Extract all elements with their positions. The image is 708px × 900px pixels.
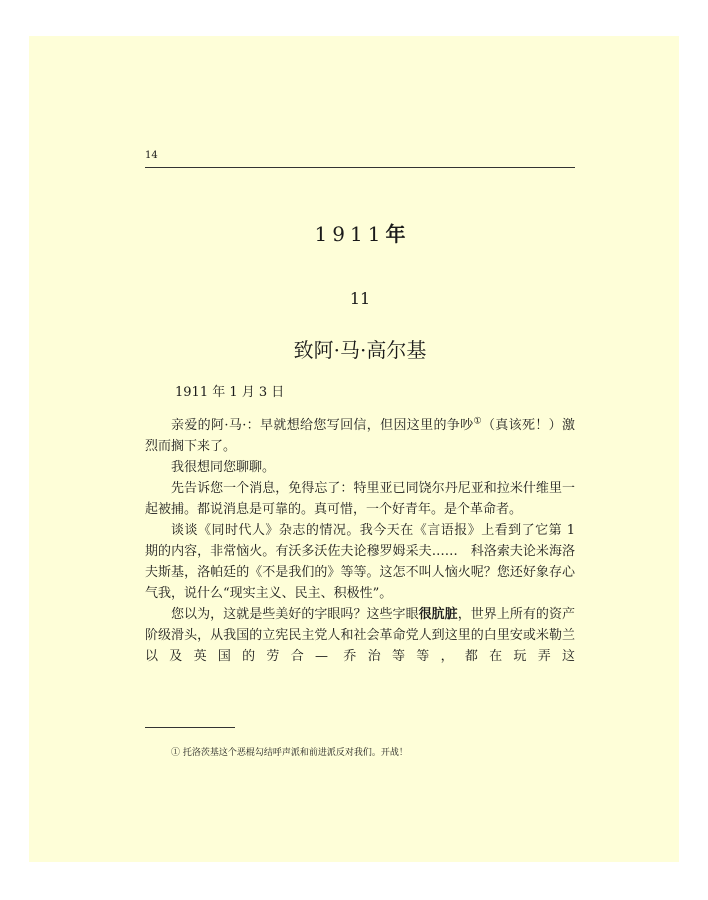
letter-body bbox=[145, 415, 575, 667]
book-page bbox=[29, 36, 679, 862]
page-number: 14 bbox=[145, 150, 158, 161]
footnote-rule bbox=[145, 727, 235, 728]
paragraph-greeting bbox=[145, 415, 575, 457]
paragraph-5-text: 您以为，这就是些美好的字眼吗？这些字眼 bbox=[171, 607, 419, 622]
letter-date: 1911 年 1 月 3 日 bbox=[175, 385, 285, 400]
paragraph-2: 我很想同您聊聊。 bbox=[171, 460, 276, 475]
paragraph-3: 先告诉您一个消息，免得忘了：特里亚已同饶尔丹尼亚和拉米什维里一起被捕。都说消息是可靠的。真可惜，一个好青年。是个革命者。 bbox=[145, 481, 575, 517]
footnote: ① 托洛茨基这个恶棍勾结呼声派和前进派反对我们。开战！ bbox=[171, 748, 408, 758]
emphasized-text: 很肮脏 bbox=[418, 607, 458, 622]
footnote-mark: ① bbox=[473, 416, 482, 427]
letter-title: 致阿·马·高尔基 bbox=[293, 338, 427, 362]
year-number: 1911 bbox=[314, 222, 386, 246]
paragraph-5-text-rest: ，世界上所有的资产阶级滑头，从我国的立宪民主党人和社会革命党人到这里的白里安或米勒兰以及英国的劳合— 乔治等等，都在玩弄这 bbox=[145, 607, 575, 664]
year-title bbox=[145, 218, 575, 247]
header-rule bbox=[145, 167, 575, 168]
letter-number: 11 bbox=[349, 289, 371, 308]
greeting-text-rest: （真该死！）激烈而搁下来了。 bbox=[145, 418, 575, 454]
year-char: 年 bbox=[385, 222, 406, 246]
paragraph-4: 谈谈《同时代人》杂志的情况。我今天在《言语报》上看到了它第 1 期的内容，非常恼火。有沃多沃佐夫论穆罗姆采夫…… 科洛索夫论米海洛夫斯基，洛帕廷的《不是我们的》等等。这怎不叫人恼火呢？您还好象存心气我，说什么“现实主义、民主、积极性”。 bbox=[145, 523, 575, 601]
paragraph-5 bbox=[145, 604, 575, 667]
greeting-text: 亲爱的阿·马·：早就想给您写回信，但因这里的争吵 bbox=[171, 418, 474, 433]
